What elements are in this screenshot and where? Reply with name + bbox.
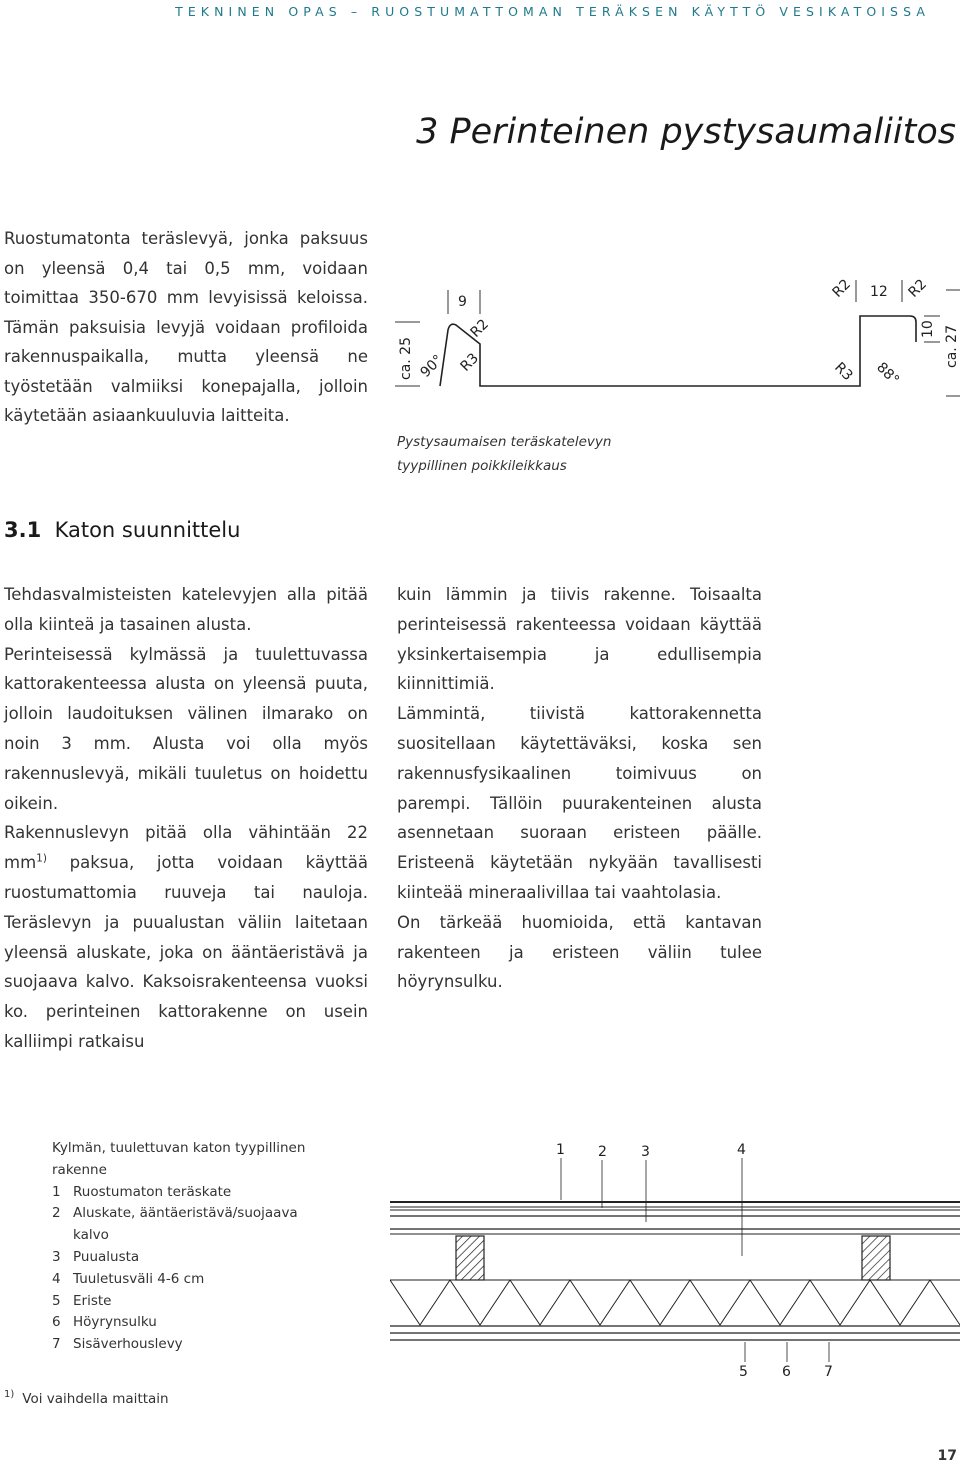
profile-caption-line: tyypillinen poikkileikkaus: [397, 458, 567, 474]
legend-item: [52, 1291, 332, 1313]
roof-section-diagram: [390, 1130, 960, 1380]
label-angle90: 90°: [417, 351, 447, 381]
footnote-text: Voi vaihdella maittain: [22, 1391, 169, 1407]
roof-label-4: 4: [737, 1142, 746, 1158]
legend-label: Aluskate, ääntäeristävä/suojaava kalvo: [73, 1205, 298, 1244]
label-r2-top-left: R2: [829, 276, 855, 301]
profile-caption: [397, 430, 697, 478]
chapter-title: [416, 112, 956, 152]
body-paragraph: kuin lämmin ja tiivis rakenne. Toisaalta perinteisessä rakenteessa voidaan käyttää yksinkertaisempia ja edullisempia kiinnittimiä.: [397, 585, 762, 694]
label-dim10: 10: [920, 320, 936, 338]
body-paragraph: [4, 818, 368, 1056]
legend-title: Kylmän, tuulettuvan katon tyypillinen rakenne: [52, 1140, 306, 1178]
label-r3-left: R3: [457, 350, 483, 375]
intro-paragraph: [4, 224, 368, 431]
body-column-right: [397, 580, 762, 997]
label-ca25: ca. 25: [398, 337, 414, 380]
roof-label-7: 7: [824, 1364, 833, 1380]
intro-text: Ruostumatonta teräslevyä, jonka paksuus on yleensä 0,4 tai 0,5 mm, voidaan toimittaa 350-670 mm levyisissä keloissa. Tämän paksuisia levyjä voidaan profiloida rakennuspaikalla, mutta yleensä ne työstetään valmiiksi konepajalla, jolloin käytetään asiaankuuluvia laitteita.: [4, 229, 368, 425]
footnote: [4, 1389, 169, 1407]
legend-number: 6: [52, 1314, 61, 1331]
footnote-reference: 1): [36, 852, 47, 865]
label-r2-left: R2: [467, 316, 493, 341]
legend-number: 4: [52, 1270, 61, 1287]
chapter-number: 3: [416, 112, 439, 152]
seam-profile-diagram: [380, 268, 960, 418]
legend-item: [52, 1182, 332, 1204]
legend-number: 7: [52, 1336, 61, 1353]
roof-label-5: 5: [739, 1364, 748, 1380]
body-column-left: [4, 580, 368, 1057]
legend-number: 3: [52, 1248, 61, 1265]
batten: [862, 1236, 890, 1280]
body-paragraph: Tehdasvalmisteisten katelevyjen alla pitää olla kiinteä ja tasainen alusta.: [4, 585, 368, 634]
roof-label-1: 1: [556, 1142, 565, 1158]
legend-label: Puualusta: [73, 1248, 140, 1265]
body-paragraph: Lämmintä, tiivistä kattorakennetta suositellaan käytettäväksi, koska sen rakennusfysikaalinen toimivuus on parempi. Tällöin puurakenteinen alusta asennetaan suoraan eristeen päälle. Eristeenä käytetään nykyään tavallisesti kiinteää mineraalivillaa tai vaahtolasia.: [397, 704, 762, 902]
roof-label-3: 3: [641, 1144, 650, 1160]
legend-item: [52, 1203, 332, 1247]
roof-label-2: 2: [598, 1144, 607, 1160]
label-ca27: ca. 27: [944, 325, 960, 368]
legend-label: Tuuletusväli 4-6 cm: [73, 1270, 205, 1287]
legend-label: Ruostumaton teräskate: [73, 1183, 232, 1200]
body-paragraph: Perinteisessä kylmässä ja tuulettuvassa kattorakenteessa alusta on yleensä puuta, jolloin laudoituksen välinen ilmarako on noin 3 mm. Alusta voi olla myös rakennuslevyä, mikäli tuuletus on hoidettu oikein.: [4, 644, 368, 813]
legend-number: 2: [52, 1205, 61, 1222]
roof-label-6: 6: [782, 1364, 791, 1380]
footnote-mark: 1): [4, 1389, 15, 1400]
label-r2-top-right: R2: [905, 276, 931, 301]
profile-caption-line: Pystysaumaisen teräskatelevyn: [397, 434, 612, 450]
legend-item: [52, 1312, 332, 1334]
chapter-title-text: Perinteinen pystysaumaliitos: [449, 112, 956, 152]
body-text: Rakennuslevyn pitää olla vähintään 22 mm: [4, 823, 368, 873]
roof-legend: [52, 1138, 332, 1356]
section-heading: [4, 518, 240, 542]
batten: [456, 1236, 484, 1280]
label-dim12: 12: [870, 284, 888, 300]
running-head: TEKNINEN OPAS – RUOSTUMATTOMAN TERÄKSEN KÄYTTÖ VESIKATOISSA: [175, 4, 930, 19]
label-dim9: 9: [458, 294, 467, 310]
label-angle88: 88°: [873, 359, 903, 389]
legend-label: Eriste: [73, 1292, 112, 1309]
section-number: 3.1: [4, 518, 42, 542]
label-r3-right: R3: [831, 359, 856, 385]
legend-label: Sisäverhouslevy: [73, 1336, 183, 1353]
legend-item: [52, 1247, 332, 1269]
legend-number: 5: [52, 1292, 61, 1309]
page-number: 17: [937, 1448, 957, 1464]
legend-item: [52, 1269, 332, 1291]
body-text: paksua, jotta voidaan käyttää ruostumattomia ruuveja tai nauloja. Teräslevyn ja puualustan väliin laitetaan yleensä aluskate, joka on ääntäeristävä ja suojaava kalvo. Kaksoisrakenteensa vuoksi ko. perinteinen kattorakenne on usein kalliimpi ratkaisu: [4, 853, 368, 1051]
legend-item: [52, 1334, 332, 1356]
legend-number: 1: [52, 1183, 61, 1200]
legend-label: Höyrynsulku: [73, 1314, 157, 1331]
legend-list: [52, 1182, 332, 1356]
section-title: Katon suunnittelu: [54, 518, 241, 542]
body-paragraph: On tärkeää huomioida, että kantavan rakenteen ja eristeen väliin tulee höyrynsulku.: [397, 912, 762, 992]
